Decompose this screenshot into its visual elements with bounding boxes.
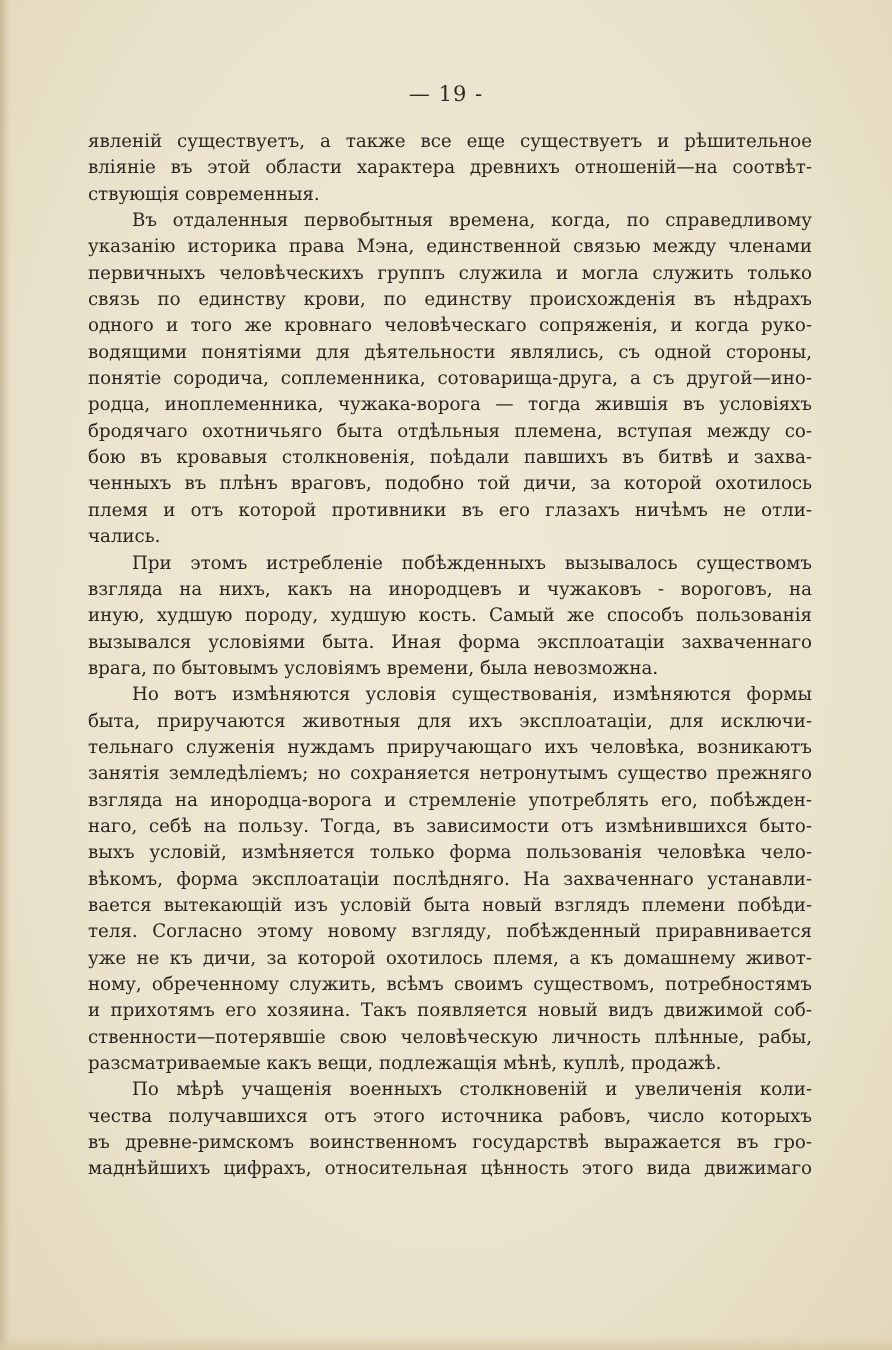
text-line: разсматриваемые какъ вещи, подлежащія мѣнѣ, куплѣ, продажѣ. — [88, 1053, 722, 1075]
text-line: чались. — [88, 526, 161, 548]
text-line: вается вытекающій изъ условій быта новый взглядъ племени побѣди- — [88, 894, 812, 916]
text-line: наго, себѣ на пользу. Тогда, въ зависимости отъ измѣнившихся быто- — [88, 815, 812, 837]
text-line: ченныхъ въ плѣнъ враговъ, подобно той дичи, за которой охотилось — [88, 473, 812, 495]
text-line: При этомъ истребленіе побѣжденныхъ вызывалось существомъ — [132, 552, 812, 574]
text-line: ствующія современныя. — [88, 183, 320, 205]
page-number: — 19 - — [408, 82, 484, 106]
text-line: бою въ кровавыя столкновенія, поѣдали павшихъ въ битвѣ и захва- — [88, 447, 812, 469]
text-line: понятіе сородича, соплеменника, сотоварища-друга, а съ другой—ино- — [88, 368, 812, 390]
text-line: и прихотямъ его хозяина. Такъ появляется новый видъ движимой соб- — [88, 1000, 812, 1022]
text-line: бродячаго охотничьяго быта отдѣльныя племена, вступая между со- — [88, 420, 812, 442]
text-line: родца, иноплеменника, чужака-ворога — тогда жившія въ условіяхъ — [88, 394, 812, 416]
text-line: явленій существуетъ, а также все еще существуетъ и рѣшительное — [88, 131, 812, 152]
text-line: выхъ условій, измѣняется только форма пользованія человѣка чело- — [88, 842, 812, 864]
text-line: указанію историка права Мэна, единственной связью между членами — [88, 236, 812, 258]
text-line: занятія земледѣліемъ; но сохраняется нетронутымъ существо прежняго — [88, 763, 812, 785]
text-line: тельнаго служенія нуждамъ приручающаго ихъ человѣка, возникаютъ — [88, 736, 812, 758]
text-line: племя и отъ которой противники въ его глазахъ ничѣмъ не отли- — [88, 499, 812, 521]
text-line: первичныхъ человѣческихъ группъ служила и могла служить только — [88, 262, 812, 284]
text-line: врага, по бытовымъ условіямъ времени, была невозможна. — [88, 657, 659, 679]
text-line: чества получавшихся отъ этого источника рабовъ, число которыхъ — [88, 1105, 812, 1127]
text-line: ственности—потерявшіе свою человѣческую личность плѣнные, рабы, — [88, 1026, 812, 1048]
text-line: Въ отдаленныя первобытныя времена, когда, по справедливому — [132, 210, 812, 232]
text-line: По мѣрѣ учащенія военныхъ столкновеній и увеличенія коли- — [132, 1079, 812, 1101]
text-line: Но вотъ измѣняются условія существованія, измѣняются формы — [132, 684, 812, 706]
text-line: уже не къ дичи, за которой охотилось племя, а къ домашнему живот- — [88, 947, 812, 969]
text-line: вызывался условіями быта. Иная форма эксплоатаціи захваченнаго — [88, 631, 812, 653]
text-line: иную, худшую породу, худшую кость. Самый же способъ пользованія — [88, 605, 812, 627]
page-bottom-edge — [0, 1336, 892, 1350]
text-line: вліяніе въ этой области характера древнихъ отношеній—на соотвѣт- — [88, 157, 812, 179]
text-line: быта, приручаются животныя для ихъ эксплоатаціи, для исключи- — [88, 710, 812, 732]
body-text — [88, 129, 812, 1183]
text-line: маднѣйшихъ цифрахъ, относительная цѣнность этого вида движимаго — [88, 1158, 812, 1180]
text-line: въ древне-римскомъ воинственномъ государствѣ выражается въ гро- — [88, 1132, 812, 1154]
text-line: ному, обреченному служить, всѣмъ своимъ существомъ, потребностямъ — [88, 974, 812, 995]
text-line: связь по единству крови, по единству происхожденія въ нѣдрахъ — [88, 289, 812, 311]
text-line: теля. Согласно этому новому взгляду, побѣжденный приравнивается — [88, 921, 812, 943]
text-line: взгляда на нихъ, какъ на инородцевъ и чужаковъ - вороговъ, на — [88, 578, 812, 600]
page-binding-shadow — [0, 0, 10, 1350]
text-line: одного и того же кровнаго человѣческаго сопряженія, и когда руко- — [88, 315, 812, 337]
text-line: водящими понятіями для дѣятельности являлись, съ одной стороны, — [88, 341, 812, 363]
text-line: вѣкомъ, форма эксплоатаціи послѣдняго. На захваченнаго устанавли- — [88, 868, 812, 890]
text-line: взгляда на инородца-ворога и стремленіе употреблять его, побѣжден- — [88, 789, 812, 811]
